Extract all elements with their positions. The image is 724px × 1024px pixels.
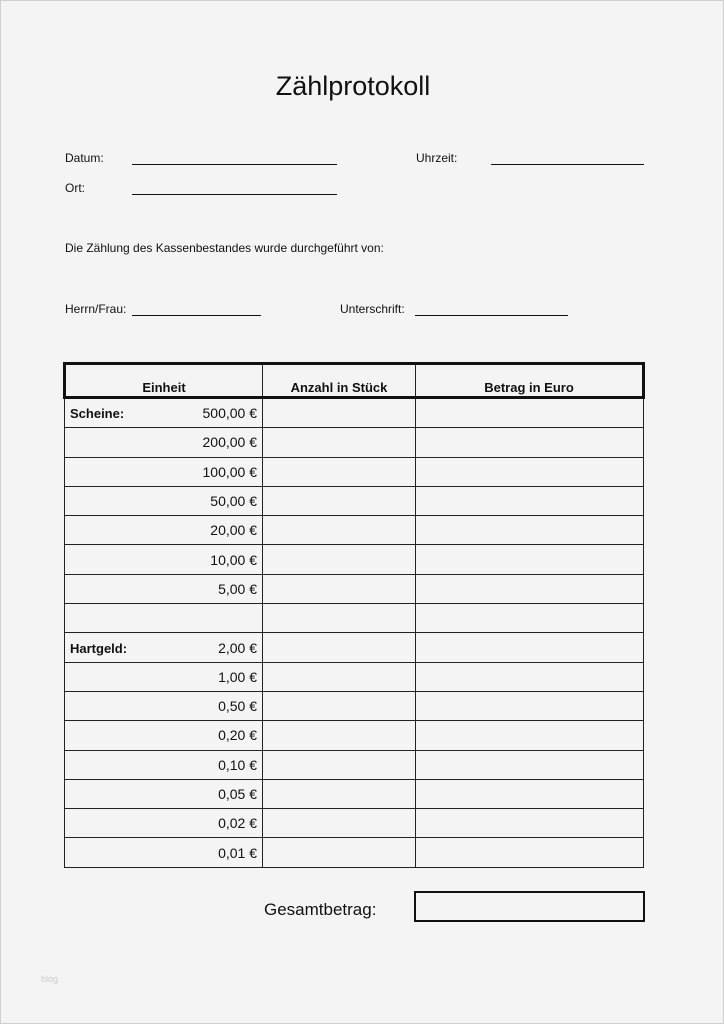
amount-cell[interactable] (416, 691, 644, 720)
amount-cell[interactable] (416, 428, 644, 457)
unit-cell (65, 545, 263, 574)
denomination: 0,05 € (218, 786, 257, 802)
count-cell[interactable] (263, 428, 416, 457)
table-row (65, 604, 644, 633)
count-cell[interactable] (263, 721, 416, 750)
denomination: 100,00 € (202, 463, 257, 480)
table-row (65, 838, 644, 867)
unit-cell (65, 662, 263, 691)
section-label: Scheine: (70, 406, 125, 422)
count-cell[interactable] (263, 633, 416, 662)
unit-cell (65, 691, 263, 720)
table-row (65, 428, 644, 457)
count-cell[interactable] (263, 750, 416, 779)
count-cell[interactable] (263, 457, 416, 486)
unit-cell (65, 750, 263, 779)
denomination: 500,00 € (202, 405, 257, 422)
amount-cell[interactable] (416, 779, 644, 808)
amount-cell[interactable] (416, 838, 644, 867)
herr-frau-label: Herrn/Frau: (65, 302, 127, 316)
count-cell[interactable] (263, 604, 416, 633)
unit-cell (65, 428, 263, 457)
unit-cell (65, 809, 263, 838)
table-row (65, 750, 644, 779)
unit-cell (65, 779, 263, 808)
count-cell[interactable] (263, 516, 416, 545)
count-table (63, 362, 645, 868)
header-anzahl: Anzahl in Stück (263, 364, 416, 398)
amount-cell[interactable] (416, 457, 644, 486)
unit-cell (65, 516, 263, 545)
herr-frau-field[interactable] (132, 315, 261, 316)
uhrzeit-field[interactable] (491, 164, 644, 165)
unit-cell (65, 398, 263, 428)
table-row (65, 486, 644, 515)
unterschrift-field[interactable] (415, 315, 568, 316)
amount-cell[interactable] (416, 721, 644, 750)
table-row (65, 633, 644, 662)
unterschrift-label: Unterschrift: (340, 302, 405, 316)
denomination: 20,00 € (210, 522, 257, 539)
amount-cell[interactable] (416, 545, 644, 574)
total-label: Gesamtbetrag: (264, 900, 377, 919)
unit-cell (65, 574, 263, 603)
datum-field[interactable] (132, 164, 337, 165)
count-cell[interactable] (263, 838, 416, 867)
count-cell[interactable] (263, 779, 416, 808)
count-cell[interactable] (263, 809, 416, 838)
amount-cell[interactable] (416, 750, 644, 779)
denomination: 50,00 € (210, 493, 257, 510)
table-row (65, 662, 644, 691)
page-title: Zählprotokoll (275, 71, 431, 101)
count-cell[interactable] (263, 662, 416, 691)
statement-text: Die Zählung des Kassenbestandes wurde durchgeführt von: (65, 241, 384, 255)
count-cell[interactable] (263, 545, 416, 574)
amount-cell[interactable] (416, 486, 644, 515)
denomination: 1,00 € (218, 668, 257, 685)
count-cell[interactable] (263, 574, 416, 603)
header-einheit: Einheit (65, 364, 263, 398)
denomination: 0,10 € (218, 756, 257, 773)
unit-cell (65, 721, 263, 750)
table-row (65, 574, 644, 603)
unit-cell (65, 457, 263, 486)
table-row (65, 398, 644, 428)
amount-cell[interactable] (416, 516, 644, 545)
denomination: 200,00 € (202, 434, 257, 451)
denomination: 0,50 € (218, 698, 257, 715)
count-cell[interactable] (263, 691, 416, 720)
table-row (65, 779, 644, 808)
table-row (65, 457, 644, 486)
count-cell[interactable] (263, 398, 416, 428)
watermark: blog (41, 974, 59, 984)
denomination: 0,20 € (218, 727, 257, 744)
amount-cell[interactable] (416, 574, 644, 603)
amount-cell[interactable] (416, 662, 644, 691)
table-row (65, 545, 644, 574)
denomination: 2,00 € (218, 639, 257, 656)
total-field[interactable] (414, 891, 645, 922)
ort-label: Ort: (65, 181, 85, 195)
amount-cell[interactable] (416, 604, 644, 633)
table-row (65, 691, 644, 720)
unit-cell (65, 604, 263, 633)
ort-field[interactable] (132, 194, 337, 195)
unit-cell (65, 838, 263, 867)
table-row (65, 516, 644, 545)
header-betrag: Betrag in Euro (416, 364, 644, 398)
datum-label: Datum: (65, 151, 104, 165)
unit-cell (65, 486, 263, 515)
amount-cell[interactable] (416, 398, 644, 428)
denomination: 5,00 € (218, 580, 257, 597)
denomination: 0,02 € (218, 815, 257, 832)
table-row (65, 809, 644, 838)
section-label: Hartgeld: (70, 640, 128, 656)
unit-cell (65, 633, 263, 662)
denomination: 0,01 € (218, 844, 257, 861)
table-row (65, 721, 644, 750)
denomination: 10,00 € (210, 551, 257, 568)
count-cell[interactable] (263, 486, 416, 515)
amount-cell[interactable] (416, 809, 644, 838)
uhrzeit-label: Uhrzeit: (416, 151, 458, 165)
amount-cell[interactable] (416, 633, 644, 662)
